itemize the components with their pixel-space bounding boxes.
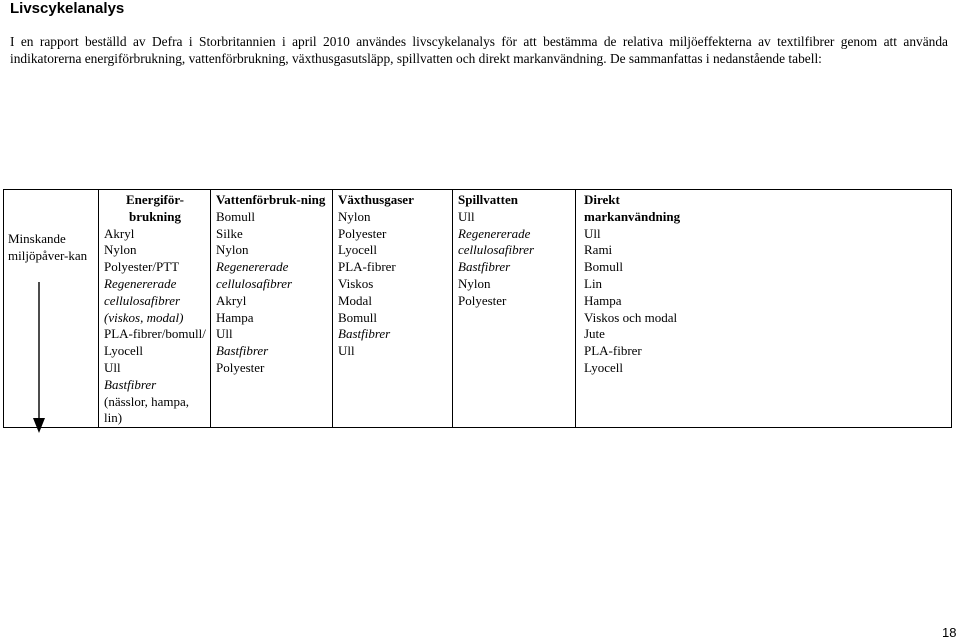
greenhouse-list xyxy=(338,209,448,360)
list-item: Lyocell xyxy=(338,242,377,258)
column-header-energy: Energiför-brukning xyxy=(126,192,184,224)
list-item: Polyester xyxy=(216,359,265,375)
list-item: Regenererade cellulosafibrer xyxy=(458,225,535,258)
list-item: Lin xyxy=(584,275,603,291)
energy-column xyxy=(99,190,211,428)
list-item: Polyester xyxy=(338,225,387,241)
list-item: Bomull xyxy=(216,208,256,224)
list-item: Modal xyxy=(338,292,372,308)
list-item: Nylon xyxy=(338,208,371,224)
energy-list xyxy=(104,226,206,428)
list-item: Ull xyxy=(458,208,475,224)
list-item: Silke xyxy=(216,225,243,241)
list-item: Hampa xyxy=(216,309,254,325)
list-item: Ull xyxy=(216,326,233,342)
water-list xyxy=(216,209,328,377)
column-header-wastewater: Spillvatten xyxy=(458,192,518,207)
list-item: Viskos och modal xyxy=(584,309,678,325)
decreasing-impact-label: Minskande miljöpåver-kan xyxy=(8,231,88,263)
list-item: Viskos xyxy=(338,275,374,291)
list-item: Lyocell xyxy=(584,359,623,375)
column-header-greenhouse: Växthusgaser xyxy=(338,192,414,207)
list-item: Akryl xyxy=(216,292,247,308)
wastewater-list xyxy=(458,209,571,310)
page-number: 18 xyxy=(942,625,957,640)
water-column xyxy=(211,190,333,428)
list-item: Regenererade cellulosafibrer (viskos, modal) xyxy=(104,275,184,325)
list-item: Rami xyxy=(584,242,613,258)
list-item: Ull xyxy=(104,359,121,375)
intro-text: I en rapport beställd av Defra i Storbritannien i april 2010 användes livscykelanalys för att bestämma de relativa miljöeffekterna av textilfibrer genom att använda indikatorerna energiförbrukning, vattenförbrukning, växthusgasutsläpp, spillvatten och direkt markanvändning. De sammanfattas i nedanstående tabell: xyxy=(10,34,948,66)
list-item: Bastfibrer xyxy=(338,326,391,342)
list-item: PLA-fibrer xyxy=(584,343,642,359)
list-item: Polyester/PTT xyxy=(104,259,180,275)
list-item: Hampa xyxy=(584,292,622,308)
lca-table xyxy=(3,189,952,428)
list-item: PLA-fibrer xyxy=(338,259,396,275)
list-item: Akryl xyxy=(104,225,135,241)
intro-paragraph xyxy=(10,33,948,67)
list-item: (nässlor, hampa, lin) xyxy=(104,393,190,426)
list-item: Nylon xyxy=(104,242,137,258)
wastewater-column xyxy=(453,190,576,428)
down-arrow-icon xyxy=(32,282,46,434)
land-use-column xyxy=(576,190,952,428)
list-item: PLA-fibrer/bomull/ Lyocell xyxy=(104,326,206,359)
list-item: Bastfibrer xyxy=(104,376,157,392)
impact-direction-cell xyxy=(4,190,99,428)
list-item: Jute xyxy=(584,326,605,342)
table-row xyxy=(4,190,952,428)
land-use-list xyxy=(584,226,947,377)
list-item: Polyester xyxy=(458,292,507,308)
list-item: Ull xyxy=(584,225,601,241)
list-item: Bastfibrer xyxy=(216,343,269,359)
section-title: Livscykelanalys xyxy=(10,0,125,17)
list-item: Nylon xyxy=(458,275,491,291)
list-item: Ull xyxy=(338,343,355,359)
list-item: Regenererade cellulosafibrer xyxy=(216,259,293,291)
column-header-water: Vattenförbruk-ning xyxy=(216,192,326,207)
list-item: Bomull xyxy=(584,259,624,275)
greenhouse-column xyxy=(333,190,453,428)
list-item: Bomull xyxy=(338,309,378,325)
list-item: Bastfibrer xyxy=(458,259,511,275)
column-header-land-use: Direkt markanvändning xyxy=(584,192,681,224)
list-item: Nylon xyxy=(216,242,249,258)
